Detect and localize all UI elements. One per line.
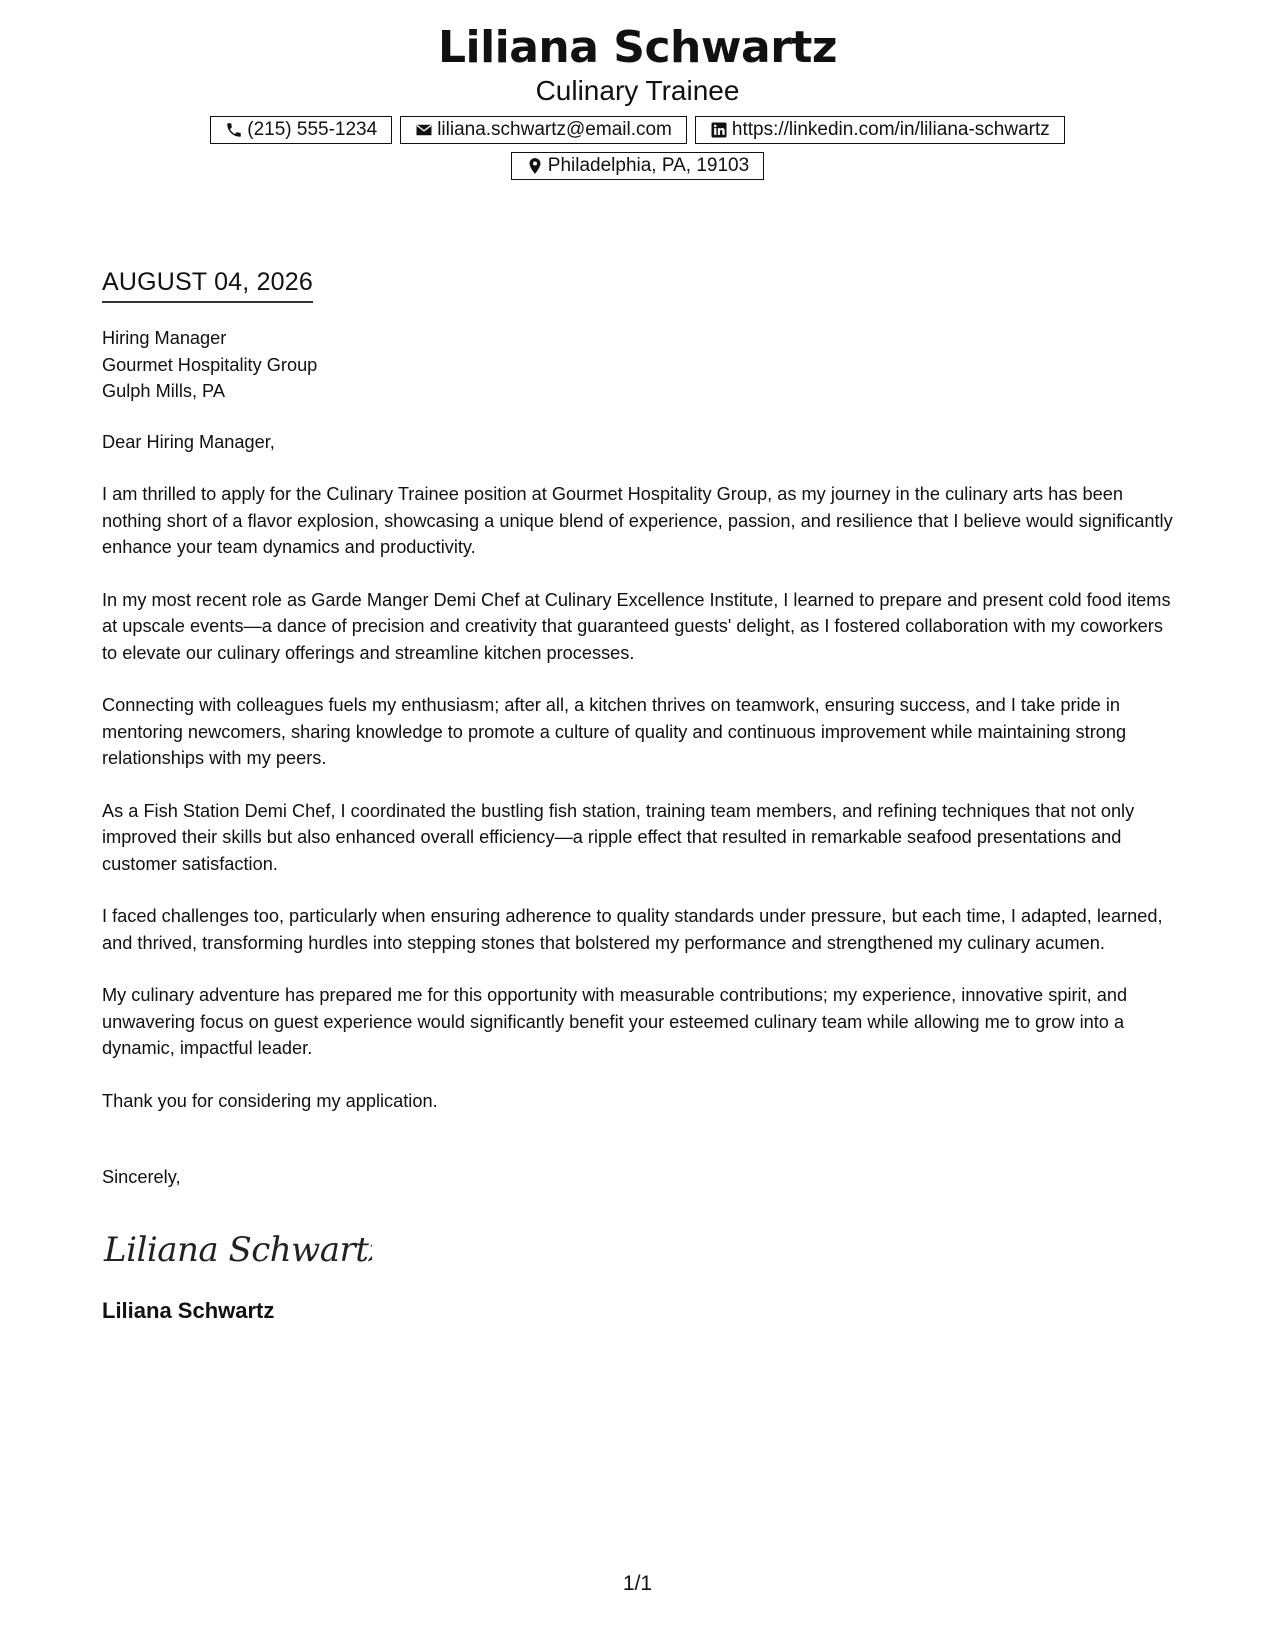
handwritten-signature	[102, 1221, 1182, 1277]
applicant-title: Culinary Trainee	[535, 75, 740, 106]
salutation: Dear Hiring Manager,	[102, 431, 275, 452]
closing: Sincerely,	[102, 1167, 181, 1187]
signature-image	[102, 1221, 372, 1277]
applicant-name: Liliana Schwartz	[437, 22, 838, 73]
linkedin-text: https://linkedin.com/in/liliana-schwartz	[731, 119, 1050, 140]
phone-text: (215) 555-1234	[247, 119, 378, 140]
contact-linkedin[interactable]	[695, 116, 1065, 144]
location-text: Philadelphia, PA, 19103	[547, 155, 750, 176]
paragraph: Thank you for considering my application.	[102, 1090, 438, 1111]
letter-date: AUGUST 04, 2026	[102, 266, 313, 303]
paragraph: My culinary adventure has prepared me for this opportunity with measurable contributions; my experience, innovative spirit, and unwavering focus on guest experience would significantly benefit your esteemed culinary team while allowing me to grow into a dynamic, impactful leader.	[102, 985, 1128, 1058]
paragraph: As a Fish Station Demi Chef, I coordinated the bustling fish station, training team members, and refining techniques that not only improved their skills but also enhanced overall efficiency—a ripple effect that resulted in remarkable seafood presentations and customer satisfaction.	[102, 800, 1135, 874]
recipient-location: Gulph Mills, PA	[102, 381, 225, 401]
recipient-block	[102, 325, 1182, 405]
contact-phone[interactable]	[210, 116, 392, 144]
svg-text:Liliana Schwartz: Liliana Schwartz	[104, 1229, 372, 1270]
contact-location[interactable]	[511, 152, 764, 180]
paragraph: In my most recent role as Garde Manger Demi Chef at Culinary Excellence Institute, I learned to prepare and present cold food items at upscale events—a dance of precision and creativity that guaranteed guests' delight, as I fostered collaboration with my coworkers to elevate our culinary offerings and streamline kitchen processes.	[102, 589, 1171, 663]
email-text: liliana.schwartz@email.com	[437, 119, 672, 140]
letter-body	[102, 325, 1182, 1325]
signed-name: Liliana Schwartz	[102, 1297, 275, 1323]
paragraph: I am thrilled to apply for the Culinary Trainee position at Gourmet Hospitality Group, as my journey in the culinary arts has been nothing short of a flavor explosion, showcasing a unique blend of experience, passion, and resilience that I believe would significantly enhance your team dynamics and productivity.	[102, 484, 1173, 557]
linkedin-icon	[710, 121, 728, 139]
recipient-title: Hiring Manager	[102, 328, 227, 348]
recipient-company: Gourmet Hospitality Group	[102, 354, 318, 375]
paragraph: Connecting with colleagues fuels my enthusiasm; after all, a kitchen thrives on teamwork, ensuring success, and I take pride in mentoring newcomers, sharing knowledge to promote a culture of quality and continuous improvement while maintaining strong relationships with my peers.	[102, 695, 1127, 768]
envelope-icon	[415, 121, 433, 139]
letter-header	[0, 22, 1275, 180]
contact-list	[188, 116, 1088, 180]
phone-icon	[225, 121, 243, 139]
contact-email[interactable]	[400, 116, 687, 144]
page-number: 1/1	[622, 1572, 653, 1595]
map-marker-icon	[526, 157, 544, 175]
paragraph: I faced challenges too, particularly when ensuring adherence to quality standards under pressure, but each time, I adapted, learned, and thrived, transforming hurdles into stepping stones that bolstered my performance and strengthened my culinary acumen.	[102, 906, 1163, 953]
